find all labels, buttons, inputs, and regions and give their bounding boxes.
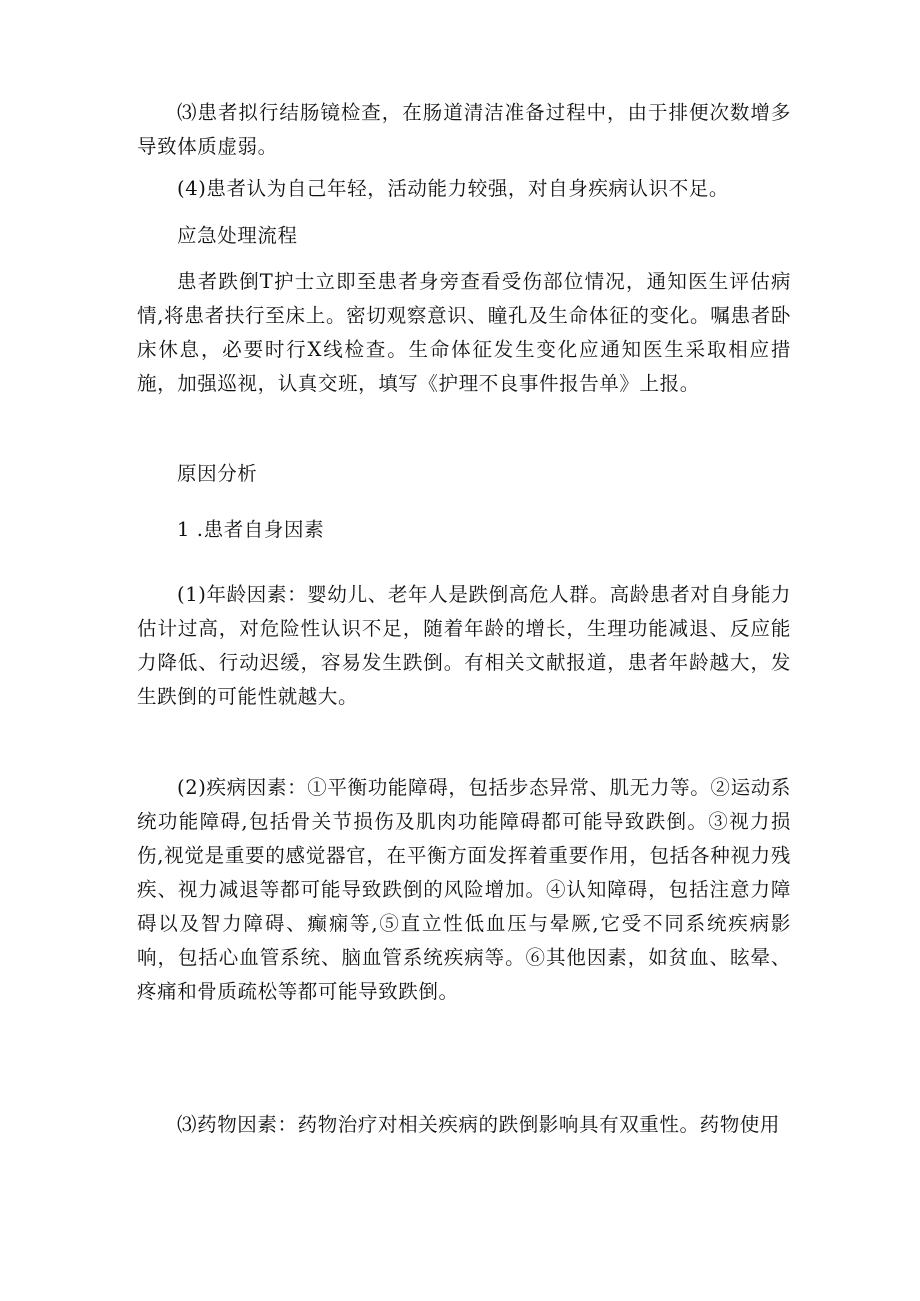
paragraph-disease-factor: (2)疾病因素：①平衡功能障碍，包括步态异常、肌无力等。②运动系统功能障碍,包括骨关节损伤及肌肉功能障碍都可能导致跌倒。③视力损伤,视觉是重要的感觉器官，在平衡方面发挥着重要作用，包括各种视力残疾、视力减退等都可能导致跌倒的风险增加。④认知障碍，包括注意力障碍以及智力障碍、癫痫等,⑤直立性低血压与晕厥,它受不同系统疾病影响，包括心血管系统、脑血管系统疾病等。⑥其他因素，如贫血、眩晕、疼痛和骨质疏松等都可能导致跌倒。 [137, 776, 791, 1003]
heading-emergency-process: 应急处理流程 [177, 224, 298, 247]
paragraph-age-factor: (1)年龄因素：婴幼儿、老年人是跌倒高危人群。高龄患者对自身能力估计过高，对危险性认识不足，随着年龄的增长，生理功能减退、反应能力降低、行动迟缓，容易发生跌倒。有相关文献报道，患者年龄越大，发生跌倒的可能性就越大。 [137, 583, 791, 708]
heading-cause-analysis: 原因分析 [177, 462, 258, 485]
paragraph-colonoscopy: ⑶患者拟行结肠镜检查，在肠道清洁准备过程中，由于排便次数增多导致体质虚弱。 [137, 101, 791, 158]
paragraph-young-patient: (4)患者认为自己年轻，活动能力较强，对自身疾病认识不足。 [177, 177, 730, 200]
paragraph-drug-factor: ⑶药物因素：药物治疗对相关疾病的跌倒影响具有双重性。药物使用 [177, 1113, 781, 1136]
heading-patient-factors: 1 .患者自身因素 [177, 518, 325, 541]
paragraph-emergency-steps: 患者跌倒T护士立即至患者身旁查看受伤部位情况，通知医生评估病情,将患者扶行至床上。密切观察意识、瞳孔及生命体征的变化。嘱患者卧床休息，必要时行X线检查。生命体征发生变化应通知医生采取相应措施，加强巡视，认真交班，填写《护理不良事件报告单》上报。 [137, 270, 791, 395]
